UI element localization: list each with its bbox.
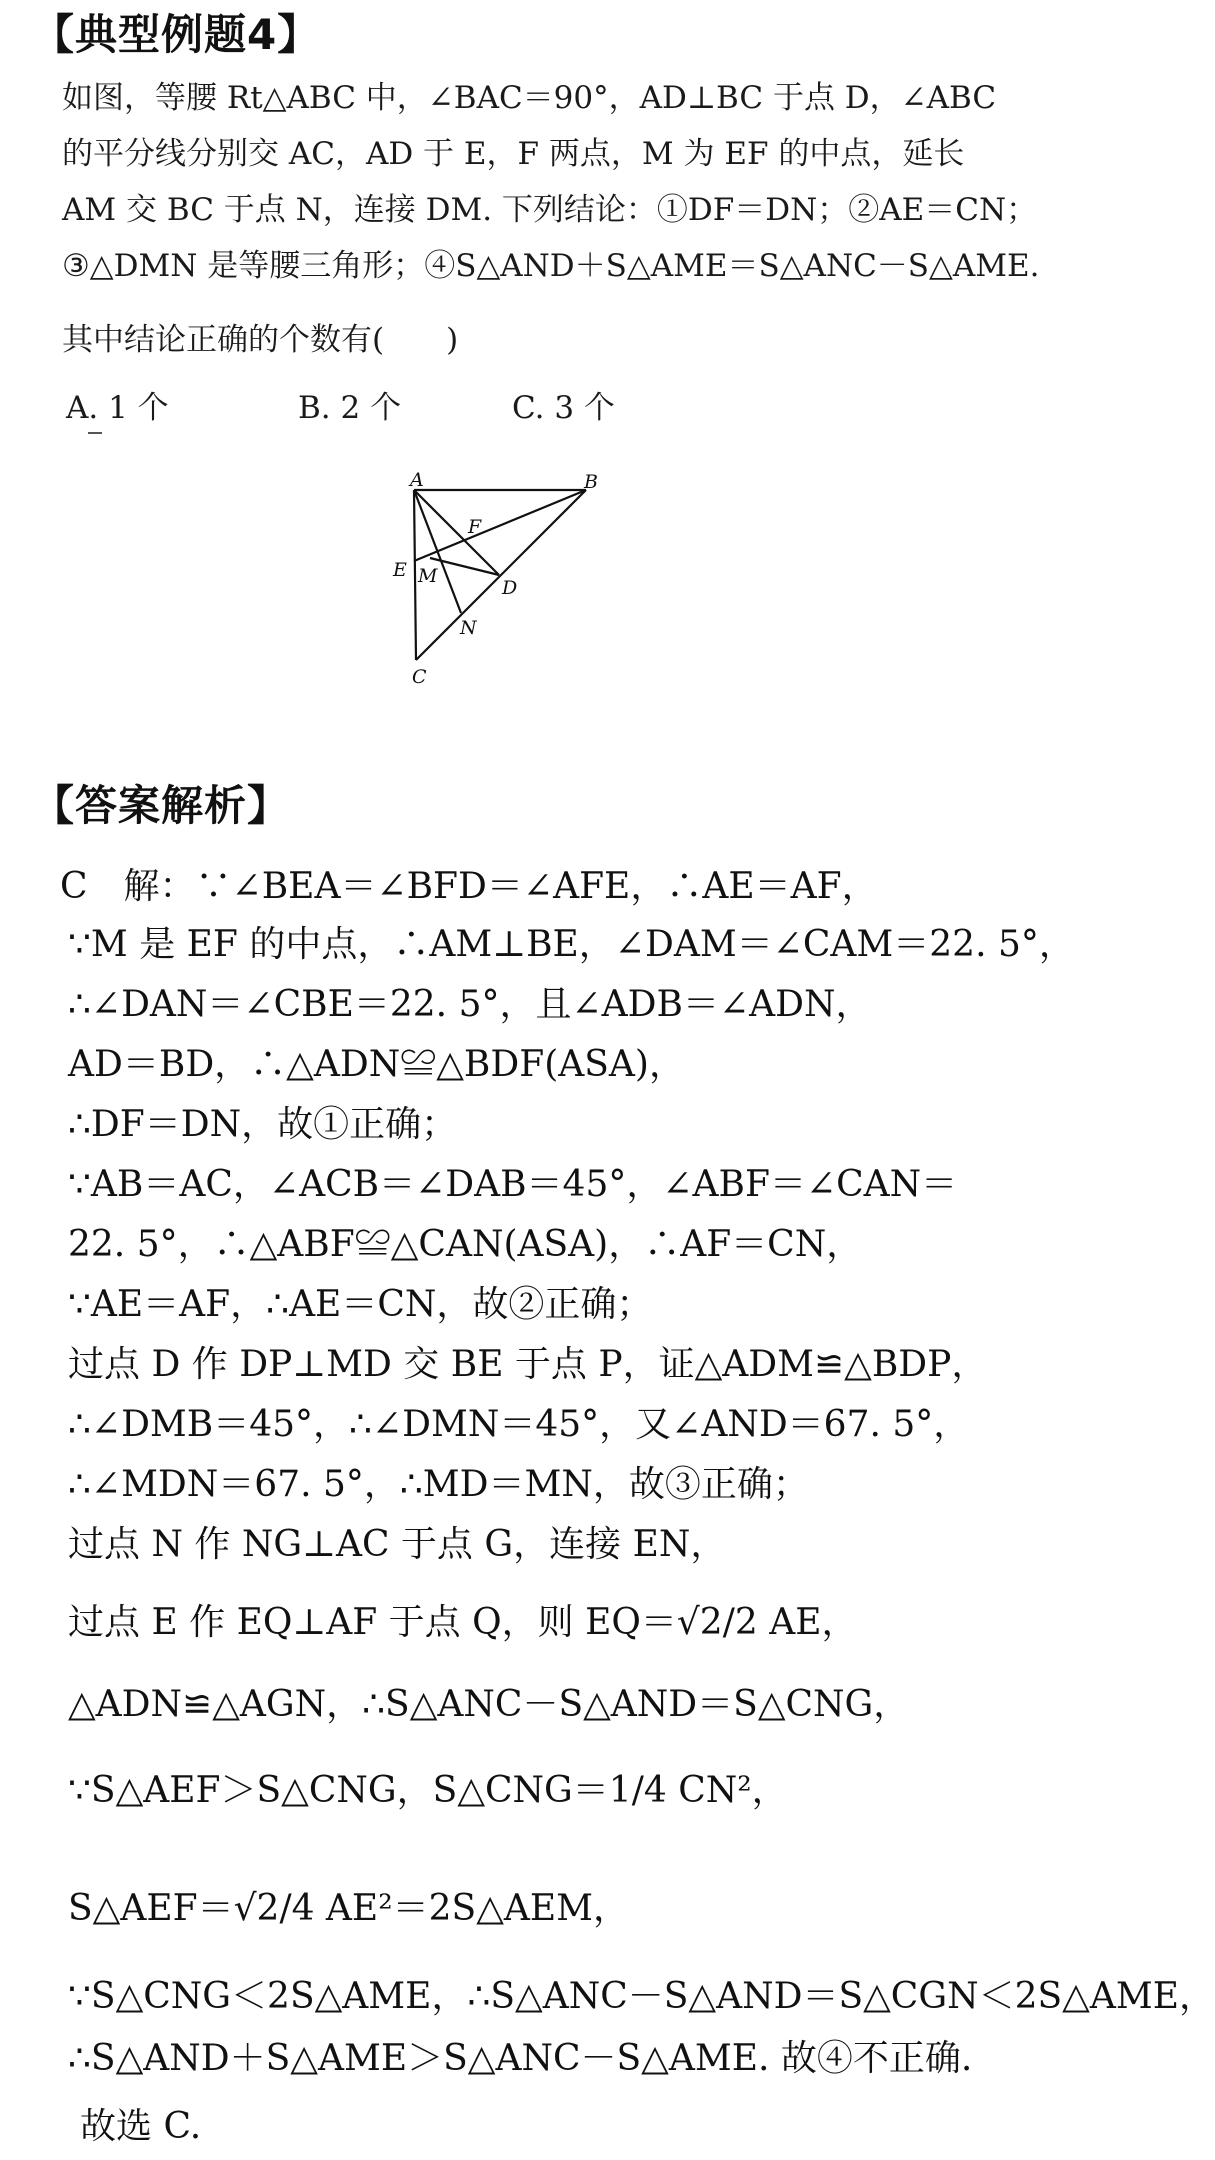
segment-md [430, 558, 499, 575]
segment-be [414, 490, 586, 561]
option-a: A. 1 个 [66, 390, 169, 426]
segment-an [414, 490, 461, 613]
label-n: N [460, 617, 477, 639]
question-line-1: 如图，等腰 Rt△ABC 中，∠BAC＝90°，AD⊥BC 于点 D，∠ABC [62, 80, 997, 116]
answer-line-15: ∵S△AEF＞S△CNG，S△CNG＝1/4 CN²， [68, 1770, 788, 1811]
question-heading: 【典型例题4】 [32, 10, 321, 59]
label-d: D [502, 577, 518, 599]
answer-line-9: 过点 D 作 DP⊥MD 交 BE 于点 P，证△ADM≌△BDP， [68, 1344, 988, 1385]
segment-ad [414, 490, 499, 575]
side-ac [414, 490, 416, 660]
answer-line-12: 过点 N 作 NG⊥AC 于点 G，连接 EN， [68, 1524, 727, 1565]
answer-line-14: △ADN≌△AGN，∴S△ANC－S△AND＝S△CNG， [68, 1684, 910, 1725]
option-c: C. 3 个 [512, 390, 615, 426]
answer-line-17: ∵S△CNG＜2S△AME，∴S△ANC－S△AND＝S△CGN＜2S△AME， [68, 1976, 1215, 2017]
answer-line-10: ∴∠DMB＝45°，∴∠DMN＝45°，又∠AND＝67. 5°， [68, 1404, 970, 1445]
label-f: F [468, 516, 482, 538]
answer-line-8: ∵AE＝AF，∴AE＝CN，故②正确； [68, 1284, 653, 1325]
answer-line-1: C 解：∵∠BEA＝∠BFD＝∠AFE，∴AE＝AF， [60, 866, 878, 907]
label-m: M [418, 565, 438, 587]
option-b: B. 2 个 [298, 390, 402, 426]
answer-line-4: AD＝BD，∴△ADN≌△BDF(ASA)， [68, 1044, 685, 1085]
answer-line-19: 故选 C. [80, 2106, 202, 2147]
answer-heading: 【答案解析】 [32, 781, 291, 830]
question-line-2: 的平分线分别交 AC，AD 于 E，F 两点，M 为 EF 的中点，延长 [62, 136, 965, 172]
label-a: A [410, 469, 424, 491]
answer-line-2: ∵M 是 EF 的中点，∴AM⊥BE，∠DAM＝∠CAM＝22. 5°， [68, 924, 1075, 965]
geometry-figure [0, 0, 1080, 720]
answer-line-18: ∴S△AND＋S△AME＞S△ANC－S△AME. 故④不正确. [68, 2038, 973, 2079]
answer-line-7: 22. 5°，∴△ABF≌△CAN(ASA)，∴AF＝CN， [68, 1224, 863, 1265]
label-b: B [584, 471, 598, 493]
answer-line-11: ∴∠MDN＝67. 5°，∴MD＝MN，故③正确； [68, 1464, 809, 1505]
answer-line-6: ∵AB＝AC，∠ACB＝∠DAB＝45°，∠ABF＝∠CAN＝ [68, 1164, 958, 1205]
label-e: E [393, 559, 407, 581]
side-bc [416, 490, 586, 660]
question-line-5: 其中结论正确的个数有( ) [62, 322, 459, 358]
question-line-4: ③△DMN 是等腰三角形；④S△AND＋S△AME＝S△ANC－S△AME. [62, 248, 1040, 284]
answer-line-5: ∴DF＝DN，故①正确； [68, 1104, 458, 1145]
question-line-3: AM 交 BC 于点 N，连接 DM. 下列结论：①DF＝DN；②AE＝CN； [62, 192, 1038, 228]
answer-line-13: 过点 E 作 EQ⊥AF 于点 Q，则 EQ＝√2/2 AE， [68, 1602, 858, 1643]
answer-line-3: ∴∠DAN＝∠CBE＝22. 5°，且∠ADB＝∠ADN， [68, 984, 872, 1025]
answer-line-16: S△AEF＝√2/4 AE²＝2S△AEM， [68, 1888, 630, 1929]
label-c: C [412, 666, 427, 688]
